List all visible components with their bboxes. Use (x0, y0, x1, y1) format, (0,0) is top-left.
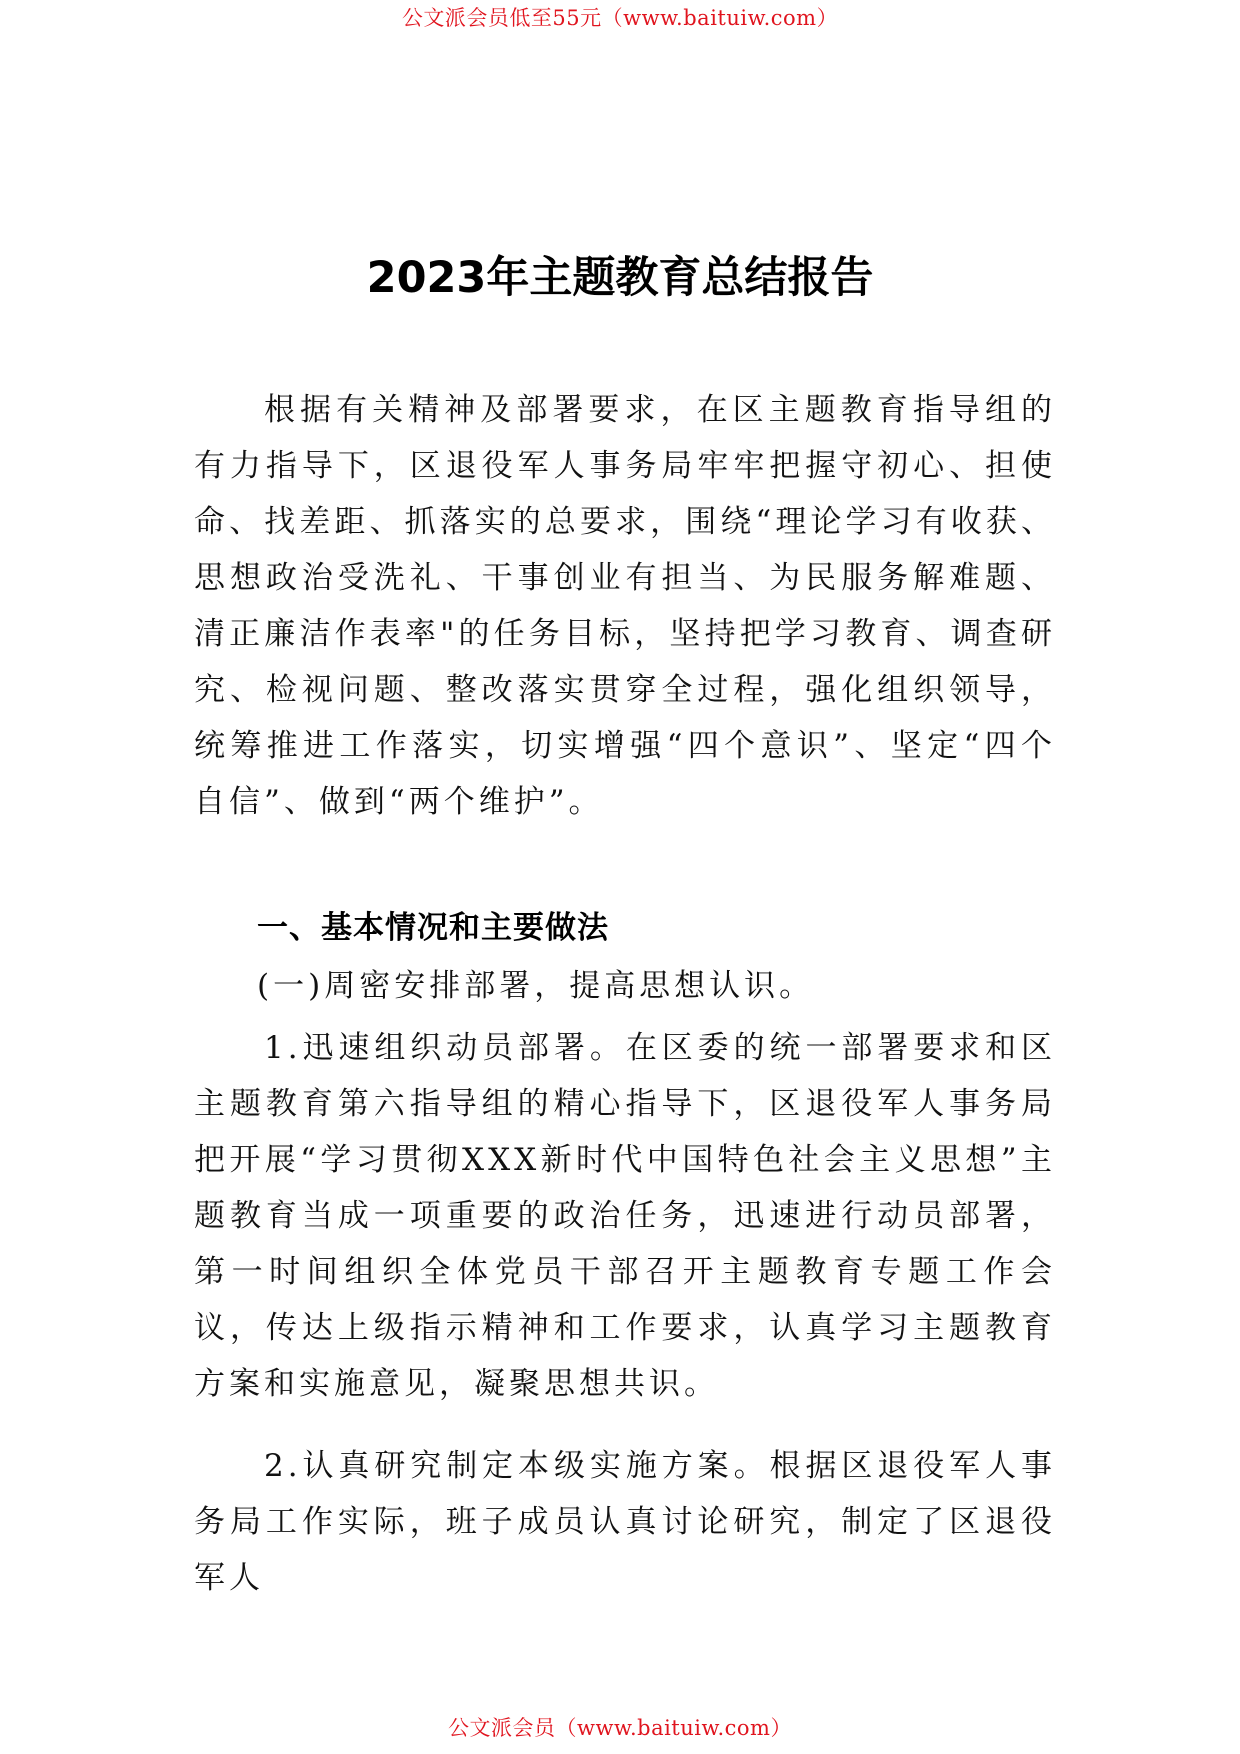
body-paragraph-2: 2.认真研究制定本级实施方案。根据区退役军人事务局工作实际，班子成员认真讨论研究，制定了区退役军人 (194, 1448, 1056, 1596)
page-title: 2023年主题教育总结报告 (366, 253, 874, 303)
subsection-heading: (一)周密安排部署，提高思想认识。 (257, 968, 815, 1004)
intro-paragraph: 根据有关精神及部署要求，在区主题教育指导组的有力指导下，区退役军人事务局牢牢把握守初心、担使命、找差距、抓落实的总要求，围绕“理论学习有收获、思想政治受洗礼、干事创业有担当、为民服务解难题、清正廉洁作表率"的任务目标，坚持把学习教育、调查研究、检视问题、整改落实贯穿全过程，强化组织领导，统筹推进工作落实，切实增强“四个意识”、坚定“四个自信”、做到“两个维护”。 (194, 392, 1056, 820)
page-footer-promo: 公文派会员（www.baituiw.com） (448, 1716, 792, 1740)
section-heading: 一、基本情况和主要做法 (257, 910, 609, 946)
page-header-promo: 公文派会员低至55元（www.baituiw.com） (401, 6, 839, 30)
body-paragraph-1: 1.迅速组织动员部署。在区委的统一部署要求和区主题教育第六指导组的精心指导下，区退役军人事务局把开展“学习贯彻XXX新时代中国特色社会主义思想”主题教育当成一项重要的政治任务，迅速进行动员部署，第一时间组织全体党员干部召开主题教育专题工作会议，传达上级指示精神和工作要求，认真学习主题教育方案和实施意见，凝聚思想共识。 (194, 1030, 1056, 1402)
